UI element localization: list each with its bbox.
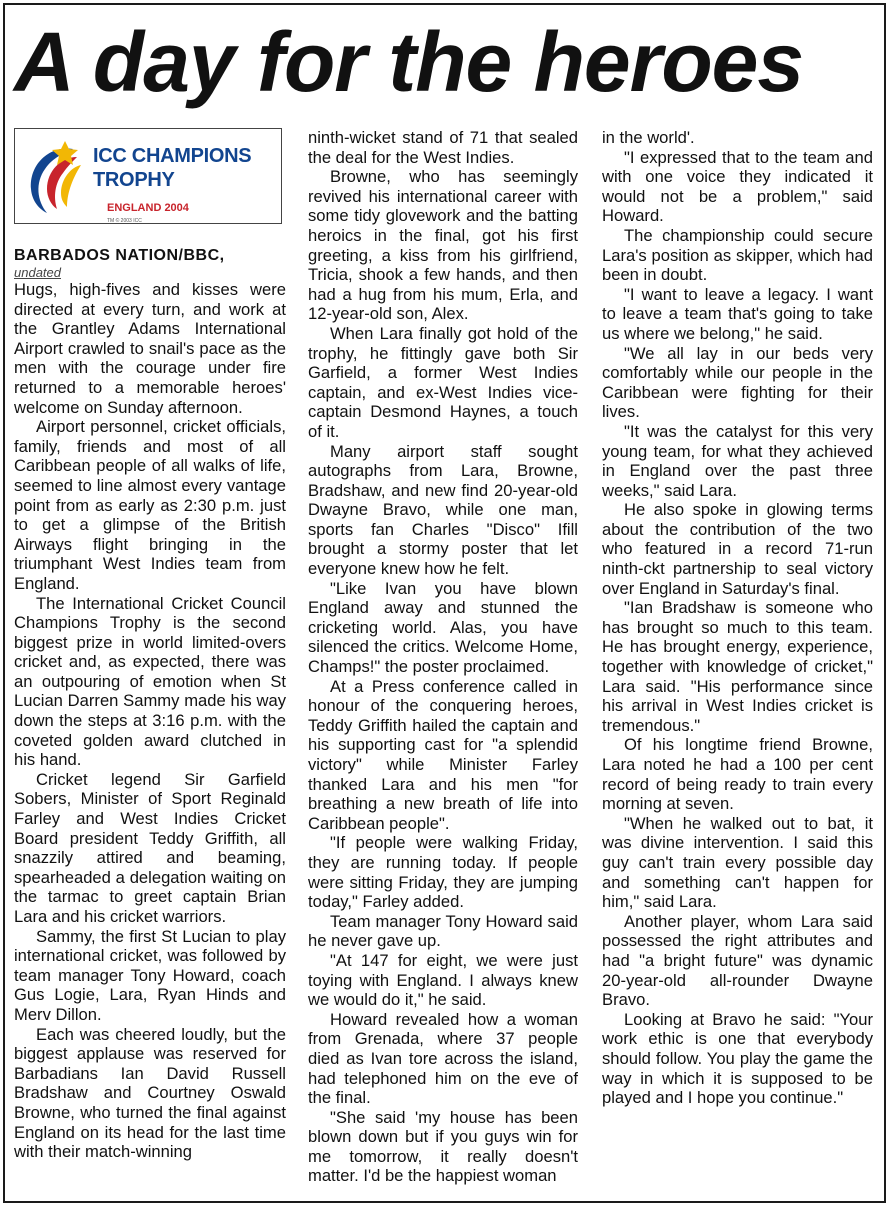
paragraph: Hugs, high-fives and kisses were directed at every turn, and work at the Grantley Adams International Airport crawled to snail's pace as the men with the courage under fire returned to a memorable heroes' welcome on Sunday afternoon.	[14, 280, 286, 417]
logo-trademark: TM © 2003 ICC	[107, 218, 142, 224]
paragraph: Each was cheered loudly, but the biggest applause was reserved for Barbadians Ian David Russell Bradshaw and Courtney Oswald Browne, who turned the final against England on its head for the last time with their match-winning	[14, 1024, 286, 1162]
paragraph: Looking at Bravo he said: "Your work ethic is one that everybody should follow. You play the game the way in which it is supposed to be played and I hope you continue."	[602, 1009, 873, 1108]
paragraph: "I want to leave a legacy. I want to leave a team that's going to take us where we belong," he said.	[602, 284, 873, 343]
paragraph: "I expressed that to the team and with one voice they indicated it would not be a problem," said Howard.	[602, 147, 873, 226]
paragraph: Many airport staff sought autographs from Lara, Browne, Bradshaw, and new find 20-year-old Dwayne Bravo, while one man, sports fan Charles "Disco" Ifill brought a stormy poster that let everyone knew how he felt.	[308, 441, 578, 579]
paragraph: "When he walked out to bat, it was divine intervention. I said this guy can't train every possible day and something can't happen for him," said Lara.	[602, 813, 873, 912]
paragraph: in the world'.	[602, 128, 695, 147]
paragraph: Browne, who has seemingly revived his international career with some tidy glovework and the batting heroics in the final, got his first greeting, a kiss from his girlfriend, Tricia, shook a few hands, and then had a hug from his mum, Erla, and 12-year-old son, Alex.	[308, 167, 578, 324]
icc-champions-trophy-logo	[14, 128, 282, 224]
paragraph: "We all lay in our beds very comfortably while our people in the Caribbean were fighting for their lives.	[602, 343, 873, 422]
paragraph: Sammy, the first St Lucian to play international cricket, was followed by team manager Tony Howard, coach Gus Logie, Lara, Ryan Hinds and Merv Dillon.	[14, 926, 286, 1024]
logo-subtitle: ENGLAND 2004	[107, 202, 189, 214]
paragraph: The International Cricket Council Champions Trophy is the second biggest prize in world limited-overs cricket and, as expected, there was an outpouring of emotion when St Lucian Darren Sammy made his way down the steps at 3:16 p.m. with the coveted golden award clutched in his hand.	[14, 593, 286, 770]
article-column-1	[14, 126, 286, 1162]
paragraph: "Like Ivan you have blown England away and stunned the cricketing world. Alas, you have silenced the critics. Welcome Home, Champs!" the poster proclaimed.	[308, 578, 578, 677]
trophy-swoosh-icon	[21, 135, 91, 219]
paragraph: Cricket legend Sir Garfield Sobers, Minister of Sport Reginald Farley and West Indies Cricket Board president Teddy Griffith, all snazzily attired and beaming, spearheaded a delegation waiting on the tarmac to greet captain Brian Lara and his cricket warriors.	[14, 769, 286, 926]
dateline: undated	[14, 265, 61, 280]
paragraph: Of his longtime friend Browne, Lara noted he had a 100 per cent record of being ready to train every morning at seven.	[602, 735, 873, 814]
byline: BARBADOS NATION/BBC,	[14, 247, 225, 264]
logo-title-line1: ICC CHAMPIONS	[93, 145, 252, 167]
paragraph: The championship could secure Lara's position as skipper, which had been in doubt.	[602, 225, 873, 285]
article-column-2	[308, 128, 578, 1186]
paragraph: Team manager Tony Howard said he never gave up.	[308, 911, 578, 951]
logo-title-line2: TROPHY	[93, 169, 175, 191]
headline: A day for the heroes	[14, 15, 804, 109]
article-column-3	[602, 128, 873, 1108]
paragraph: "At 147 for eight, we were just toying with England. I always knew we would do it," he said.	[308, 950, 578, 1010]
paragraph: When Lara finally got hold of the trophy, he fittingly gave both Sir Garfield, a former West Indies captain, and ex-West Indies vice-captain Desmond Haynes, a touch of it.	[308, 323, 578, 441]
paragraph: "It was the catalyst for this very young team, for what they achieved in England over the past three weeks," said Lara.	[602, 421, 873, 500]
paragraph: "She said 'my house has been blown down but if you guys win for me tomorrow, it really doesn't matter. I'd be the happiest woman	[308, 1107, 578, 1186]
paragraph: Another player, whom Lara said possessed the right attributes and had "a bright future" was dynamic 20-year-old all-rounder Dwayne Bravo.	[602, 911, 873, 1010]
paragraph: Airport personnel, cricket officials, family, friends and most of all Caribbean people of all walks of life, seemed to line almost every vantage point from as early as 2:30 p.m. just to get a glimpse of the British Airways flight bringing in the triumphant West Indies team from England.	[14, 417, 286, 593]
paragraph: "If people were walking Friday, they are running today. If people were sitting Friday, they are jumping today," Farley added.	[308, 833, 578, 912]
paragraph: ninth-wicket stand of 71 that sealed the deal for the West Indies.	[308, 128, 578, 167]
paragraph: He also spoke in glowing terms about the contribution of the two who featured in a record 71-run ninth-ckt partnership to seal victory over England in Saturday's final.	[602, 500, 873, 598]
paragraph: Howard revealed how a woman from Grenada, where 37 people died as Ivan tore across the island, had telephoned him on the eve of the final.	[308, 1009, 578, 1108]
paragraph: "Ian Bradshaw is someone who has brought so much to this team. He has brought energy, experience, together with knowledge of cricket," Lara said. "His performance since his arrival in West Indies cricket is tremendous."	[602, 598, 873, 735]
paragraph: At a Press conference called in honour of the conquering heroes, Teddy Griffith hailed the captain and his supporting cast for "a splendid victory" while Minister Farley thanked Lara and his men "for breathing a new breath of life into Caribbean people".	[308, 676, 578, 833]
